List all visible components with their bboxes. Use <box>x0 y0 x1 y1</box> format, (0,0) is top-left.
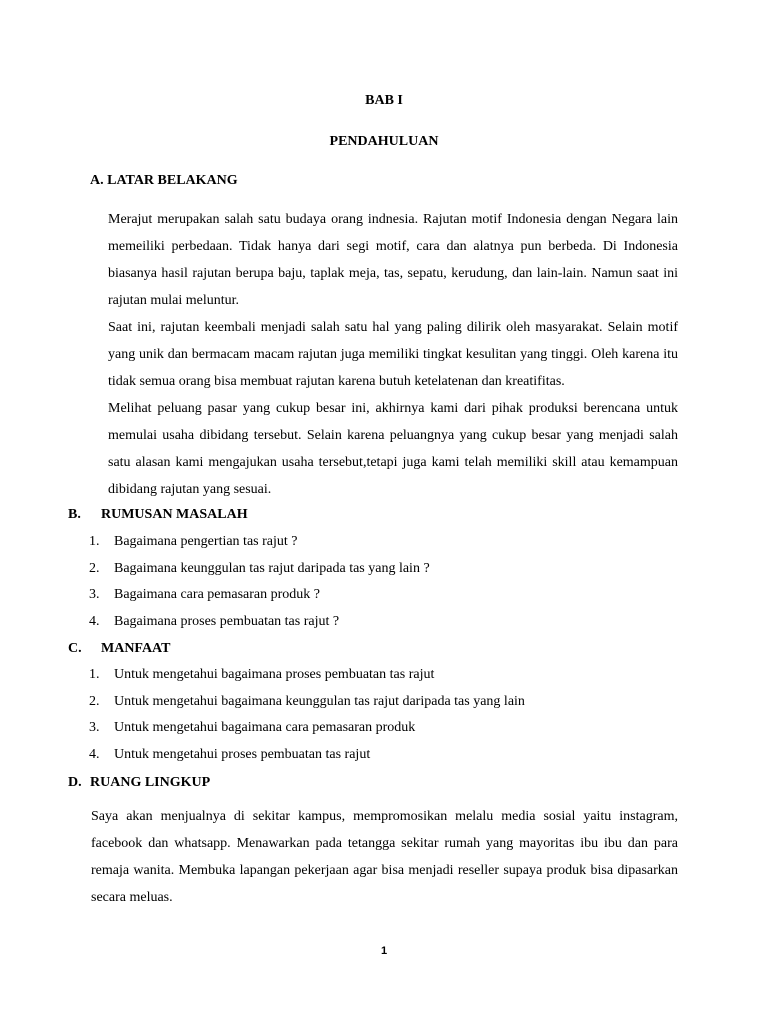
list-item <box>89 662 525 689</box>
list-item <box>89 689 525 716</box>
list-item-text: Untuk mengetahui bagaimana cara pemasaran produk <box>114 720 416 736</box>
chapter-label: BAB I <box>365 93 403 108</box>
list-item <box>89 742 525 769</box>
section-b-letter: B. <box>68 507 81 522</box>
list-item <box>89 556 430 583</box>
section-b-heading <box>68 507 248 523</box>
list-item-number: 1. <box>89 667 100 682</box>
section-d-title: RUANG LINGKUP <box>90 775 211 790</box>
section-c-list <box>89 662 525 769</box>
list-item-text: Untuk mengetahui bagaimana proses pembuatan tas rajut <box>114 667 435 682</box>
section-c-title: MANFAAT <box>101 641 171 656</box>
section-d-letter: D. <box>68 775 82 790</box>
list-item <box>89 529 430 556</box>
list-item-text: Bagaimana keunggulan tas rajut daripada tas yang lain ? <box>114 560 430 576</box>
list-item <box>89 582 430 609</box>
list-item-text: Untuk mengetahui bagaimana keunggulan tas rajut daripada tas yang lain <box>114 693 525 709</box>
list-item-number: 4. <box>89 614 100 630</box>
section-b-title: RUMUSAN MASALAH <box>101 507 248 522</box>
list-item-text: Bagaimana cara pemasaran produk ? <box>114 587 321 603</box>
chapter-title: PENDAHULUAN <box>329 134 439 149</box>
section-c-heading <box>68 641 170 657</box>
section-a-paragraph-1: Merajut merupakan salah satu budaya orang indnesia. Rajutan motif Indonesia dengan Negara lain memeiliki perbedaan. Tidak hanya dari segi motif, cara dan alatnya pun berbeda. Di Indonesia biasanya hasil rajutan berupa baju, taplak meja, tas, sepatu, kerudung, dan lain-lain. Namun saat ini rajutan mulai meluntur. <box>108 212 678 308</box>
list-item-number: 3. <box>89 720 100 736</box>
list-item-text: Bagaimana pengertian tas rajut ? <box>114 534 298 549</box>
list-item-number: 1. <box>89 534 100 549</box>
section-d-heading <box>68 775 210 791</box>
section-b-list <box>89 529 430 636</box>
list-item-text: Bagaimana proses pembuatan tas rajut ? <box>114 614 340 630</box>
list-item-number: 4. <box>89 747 100 763</box>
section-a-paragraph-2: Saat ini, rajutan keembali menjadi salah satu hal yang paling dilirik oleh masyarakat. Selain motif yang unik dan bermacam macam rajutan juga memiliki tingkat kesulitan yang tinggi. Oleh karena itu tidak semua orang bisa membuat rajutan karena butuh ketelatenan dan kreatifitas. <box>108 320 678 389</box>
list-item <box>89 715 525 742</box>
page-number: 1 <box>380 945 388 957</box>
list-item-text: Untuk mengetahui proses pembuatan tas rajut <box>114 747 371 763</box>
section-d-paragraph: Saya akan menjualnya di sekitar kampus, mempromosikan melalu media sosial yaitu instagram, facebook dan whatsapp. Menawarkan pada tetangga sekitar rumah yang mayoritas ibu ibu dan para remaja wanita. Membuka lapangan pekerjaan agar bisa menjadi reseller supaya produk bisa dipasarkan secara meluas. <box>91 809 678 905</box>
list-item-number: 2. <box>89 560 100 576</box>
section-a-paragraph-3: Melihat peluang pasar yang cukup besar ini, akhirnya kami dari pihak produksi berencana untuk memulai usaha dibidang tersebut. Selain karena peluangnya yang cukup besar yang menjadi salah satu alasan kami mengajukan usaha tersebut,tetapi juga kami telah memiliki skill atau kemampuan dibidang rajutan yang sesuai. <box>108 401 678 497</box>
list-item-number: 3. <box>89 587 100 603</box>
section-c-letter: C. <box>68 641 82 656</box>
section-a-heading: A. LATAR BELAKANG <box>90 173 238 188</box>
list-item-number: 2. <box>89 693 100 709</box>
list-item <box>89 609 430 636</box>
